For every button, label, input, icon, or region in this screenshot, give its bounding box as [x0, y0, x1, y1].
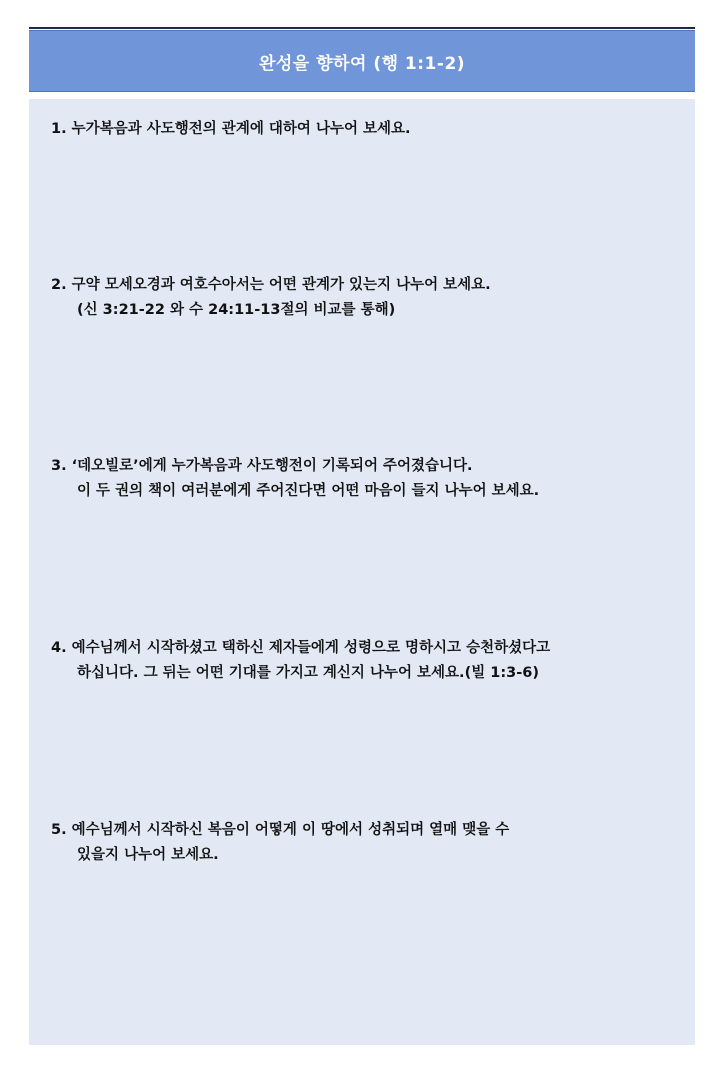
question-5-line-1: 5. 예수님께서 시작하신 복음이 어떻게 이 땅에서 성취되며 열매 맺을 수	[51, 822, 510, 838]
question-3-line-1: 3. ‘데오빌로’에게 누가복음과 사도행전이 기록되어 주어졌습니다.	[51, 458, 473, 474]
question-2	[51, 273, 675, 323]
banner-gap	[29, 92, 695, 99]
question-4	[51, 636, 675, 686]
question-5-line-2: 있을지 나누어 보세요.	[77, 847, 219, 863]
question-3	[51, 454, 675, 504]
question-5	[51, 818, 675, 868]
question-1	[51, 117, 675, 142]
question-2-line-2: (신 3:21-22 와 수 24:11-13절의 비교를 통해)	[77, 302, 396, 318]
question-4-line-1: 4. 예수님께서 시작하셨고 택하신 제자들에게 성령으로 명하시고 승천하셨다고	[51, 640, 551, 656]
question-1-line-1: 1. 누가복음과 사도행전의 관계에 대하여 나누어 보세요.	[51, 121, 411, 137]
worksheet	[29, 27, 695, 1045]
question-2-line-1: 2. 구약 모세오경과 여호수아서는 어떤 관계가 있는지 나누어 보세요.	[51, 277, 491, 293]
page-title: 완성을 향하여 (행 1:1-2)	[258, 53, 466, 74]
question-4-line-2: 하십니다. 그 뒤는 어떤 기대를 가지고 계신지 나누어 보세요.(빌 1:3-6)	[77, 665, 539, 681]
title-banner	[29, 30, 695, 92]
question-3-line-2: 이 두 권의 책이 여러분에게 주어진다면 어떤 마음이 들지 나누어 보세요.	[77, 483, 540, 499]
questions-panel	[29, 99, 695, 1045]
top-divider	[29, 27, 695, 29]
